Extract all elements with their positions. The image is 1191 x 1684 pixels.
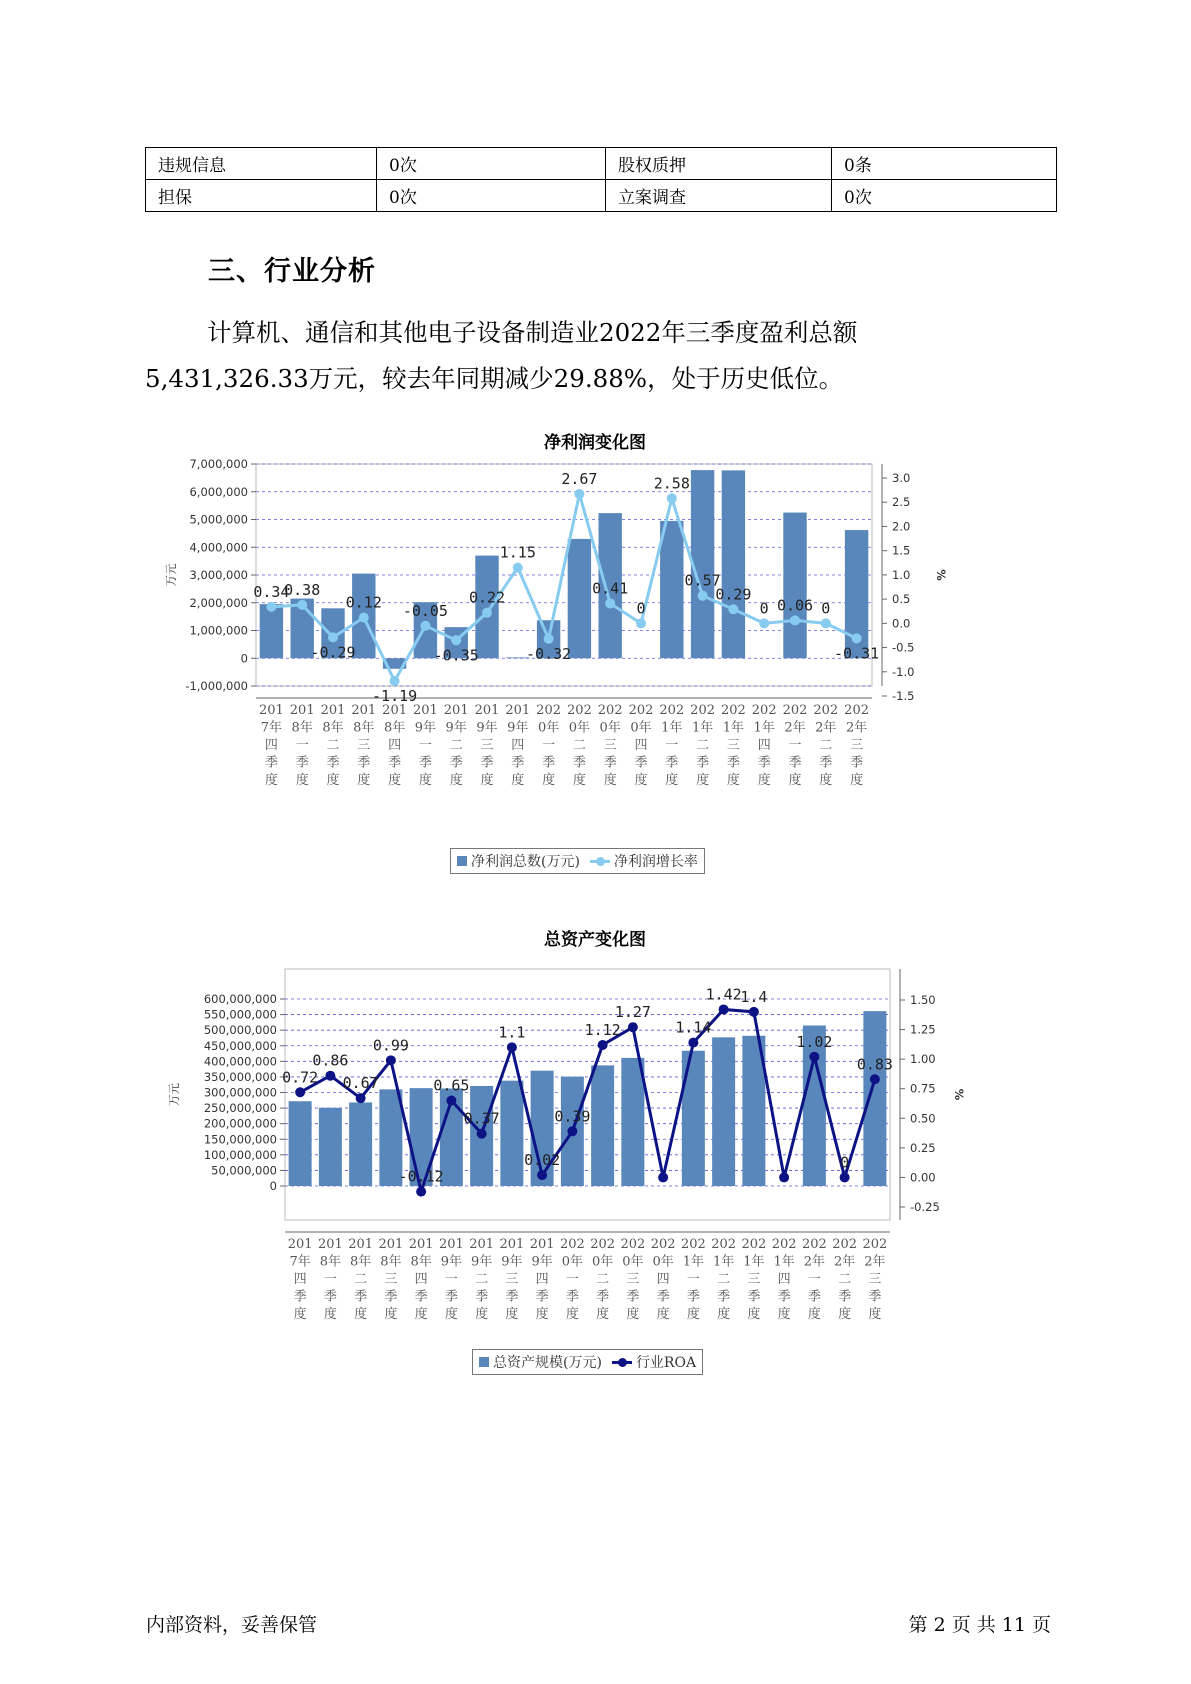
legend-bar-swatch [457,856,467,866]
table-cell: 违规信息 [146,148,377,180]
data-label: 2.67 [561,469,598,488]
x-tick-label: 201 9年二季度 [443,703,469,788]
x-tick-label: 202 1年二季度 [690,703,716,788]
y2-tick-label: 0.00 [910,1170,936,1185]
data-point [688,1038,698,1048]
x-tick-label: 202 0年三季度 [620,1237,646,1322]
data-label: 0.57 [684,571,721,590]
bar [783,513,806,659]
x-tick-label: 201 7年四季度 [287,1237,313,1322]
legend-line-swatch [590,860,610,863]
data-label: 0.41 [592,579,629,598]
data-label: -0.12 [398,1167,444,1186]
legend-label: 行业ROA [635,1355,697,1371]
y2-tick-label: 0.75 [910,1081,936,1096]
x-tick-label: 201 9年一季度 [412,703,438,788]
data-point [446,1096,456,1106]
y-tick-label: 100,000,000 [203,1147,277,1162]
bar [349,1102,372,1186]
data-label: 0 [840,1153,850,1172]
data-point [840,1172,850,1182]
bar [500,1081,523,1186]
x-tick-label: 202 1年四季度 [751,703,777,788]
data-point [451,635,461,645]
table-cell: 0次 [377,180,606,212]
chart-legend [472,1349,703,1375]
y2-tick-label: 1.5 [892,543,911,558]
x-tick-label: 201 9年四季度 [505,703,531,788]
x-tick-label: 201 8年三季度 [378,1237,404,1322]
data-point [325,1071,335,1081]
y2-tick-label: 0.25 [910,1140,936,1155]
y-tick-label: 150,000,000 [203,1132,277,1147]
y2-tick-label: -0.25 [910,1200,940,1214]
data-point [386,1055,396,1065]
data-point [605,598,615,608]
data-point [870,1074,880,1084]
chart-title: 总资产变化图 [544,930,646,950]
data-label: 1.12 [584,1020,621,1039]
data-label: 0.12 [345,593,382,612]
data-point [328,632,338,642]
bar [712,1037,735,1186]
x-tick-label: 202 1年三季度 [720,703,746,788]
y-tick-label: 7,000,000 [189,458,248,471]
data-point [636,618,646,628]
y-tick-label: -1,000,000 [185,679,248,693]
chart-title: 净利润变化图 [544,433,646,453]
y2-tick-label: -1.5 [892,689,915,703]
table-cell: 立案调查 [606,180,832,212]
y-tick-label: 200,000,000 [203,1116,277,1131]
y-tick-label: 0 [269,1179,277,1193]
page-number: 第 2 页 共 11 页 [908,1614,1051,1636]
data-point [513,563,523,573]
data-point [420,621,430,631]
data-label: 1.15 [499,543,536,562]
data-label: 0.38 [284,580,321,599]
x-tick-label: 202 2年二季度 [813,703,839,788]
y-tick-label: 2,000,000 [189,595,248,610]
data-point [544,634,554,644]
legend-label: 净利润总数(万元) [471,854,580,870]
y-tick-label: 350,000,000 [203,1069,277,1084]
data-label: 0 [636,599,646,618]
bar [260,604,283,658]
bar [591,1065,614,1186]
y2-tick-label: 1.00 [910,1052,936,1067]
data-point [779,1172,789,1182]
x-tick-label: 201 9年四季度 [529,1237,555,1322]
y2-tick-label: -1.0 [892,664,915,679]
net-profit-chart [150,428,1040,878]
data-point [359,613,369,623]
y-tick-label: 6,000,000 [189,484,248,499]
data-point [390,676,400,686]
x-tick-label: 202 2年二季度 [832,1237,858,1322]
data-point [297,600,307,610]
y2-tick-label: 1.0 [892,567,911,582]
x-tick-label: 202 0年一季度 [559,1237,585,1322]
data-point [266,602,276,612]
data-label: 0.67 [342,1074,379,1093]
y2-tick-label: 0.0 [892,616,911,631]
data-point [628,1022,638,1032]
y-tick-label: 300,000,000 [203,1085,277,1100]
x-tick-label: 201 8年二季度 [320,703,346,788]
data-label: 0.29 [715,585,752,604]
info-table [145,147,1057,212]
x-tick-label: 201 8年三季度 [351,703,377,788]
data-label: 0.83 [856,1055,893,1074]
bar [621,1058,644,1186]
data-label: 2.58 [653,474,690,493]
y-tick-label: 50,000,000 [211,1163,277,1178]
x-tick-label: 201 8年四季度 [382,703,408,788]
y2-tick-label: 0.50 [910,1111,936,1126]
x-tick-label: 201 9年一季度 [438,1237,464,1322]
analysis-paragraph [145,310,1057,402]
data-point [658,1172,668,1182]
data-point [749,1007,759,1017]
data-point [698,591,708,601]
data-label: 0 [759,599,769,618]
y2-axis-label: % [952,1088,966,1101]
y-tick-label: 450,000,000 [203,1038,277,1053]
data-point [507,1042,517,1052]
y-tick-label: 3,000,000 [189,568,248,582]
y2-tick-label: 2.5 [892,495,911,510]
data-point [667,493,677,503]
x-tick-label: 202 2年三季度 [862,1237,888,1322]
table-cell: 担保 [146,180,377,212]
plot-frame [285,969,890,1220]
chart-plot [150,955,1040,1375]
chart-plot [150,458,1040,878]
x-tick-label: 201 9年三季度 [474,703,500,788]
paragraph-line: 5,431,326.33万元，较去年同期减少29.88%，处于历史低位。 [145,364,844,393]
data-label: 1.14 [675,1018,712,1037]
x-tick-label: 202 0年二季度 [566,703,592,788]
data-label: 0.72 [282,1068,319,1087]
y-tick-label: 400,000,000 [203,1054,277,1069]
data-point [852,633,862,643]
paragraph-line: 计算机、通信和其他电子设备制造业2022年三季度盈利总额 [207,318,858,347]
x-tick-label: 202 0年一季度 [536,703,562,788]
legend-line-swatch [612,1361,632,1364]
data-point [790,615,800,625]
y2-tick-label: 3.0 [892,471,911,485]
y-axis-label: 万元 [167,1083,181,1106]
y-tick-label: 550,000,000 [203,1007,277,1022]
x-tick-label: 202 2年一季度 [801,1237,827,1322]
data-point [821,618,831,628]
y-tick-label: 500,000,000 [203,1023,277,1038]
x-tick-label: 201 9年二季度 [469,1237,495,1322]
data-label: -0.35 [433,646,479,665]
data-point [759,618,769,628]
data-point [719,1004,729,1014]
data-label: 1.42 [705,985,742,1004]
bar [691,470,714,658]
y2-tick-label: 1.25 [910,1022,936,1037]
data-label: 1.27 [614,1003,651,1022]
bar [568,539,591,658]
y-tick-label: 250,000,000 [203,1101,277,1116]
bar [289,1101,312,1186]
x-tick-label: 201 7年四季度 [258,703,284,788]
data-point [809,1052,819,1062]
data-point [574,489,584,499]
data-label: -0.29 [310,643,356,662]
x-tick-label: 201 9年三季度 [499,1237,525,1322]
y-tick-label: 0 [240,651,248,666]
bar [475,556,498,659]
data-point [295,1087,305,1097]
x-tick-label: 202 1年四季度 [771,1237,797,1322]
table-cell: 股权质押 [606,148,832,180]
y2-tick-label: 0.5 [892,592,911,607]
y-tick-label: 1,000,000 [189,623,248,638]
data-label: -0.31 [834,644,880,663]
y2-tick-label: -0.5 [892,640,915,655]
data-label: -1.19 [372,686,418,705]
bar [863,1011,886,1186]
x-tick-label: 202 0年三季度 [597,703,623,788]
footer-note: 内部资料，妥善保管 [146,1614,318,1636]
data-label: 0.86 [312,1051,349,1070]
x-tick-label: 201 8年一季度 [317,1237,343,1322]
data-label: 0.65 [433,1076,470,1095]
data-point [416,1187,426,1197]
table-row [146,148,1057,180]
data-label: 0.06 [776,596,814,615]
data-point [482,608,492,618]
y-tick-label: 5,000,000 [189,512,248,527]
x-tick-label: 202 0年四季度 [650,1237,676,1322]
bar [722,470,745,658]
data-point [537,1170,547,1180]
data-point [598,1040,608,1050]
data-label: 0.37 [463,1109,500,1128]
x-tick-label: 201 8年二季度 [348,1237,374,1322]
x-tick-label: 201 8年一季度 [289,703,315,788]
table-cell: 0次 [832,180,1057,212]
y-tick-label: 600,000,000 [203,992,277,1006]
x-tick-label: 202 1年一季度 [659,703,685,788]
legend-label: 总资产规模(万元) [493,1355,602,1371]
data-point [356,1093,366,1103]
data-point [567,1126,577,1136]
table-cell: 0条 [832,148,1057,180]
data-label: -0.05 [402,601,448,620]
x-tick-label: 201 8年四季度 [408,1237,434,1322]
data-label: 0.34 [253,582,290,601]
y2-axis-label: % [934,569,948,581]
bar [319,1108,342,1186]
data-point [477,1129,487,1139]
x-tick-label: 202 1年一季度 [680,1237,706,1322]
x-tick-label: 202 1年三季度 [741,1237,767,1322]
x-tick-label: 202 2年一季度 [782,703,808,788]
data-label: 1.1 [498,1023,526,1042]
data-point [728,604,738,614]
legend-bar-swatch [479,1357,489,1367]
data-label: 0.99 [372,1036,409,1055]
section-title: 三、行业分析 [208,256,376,287]
total-assets-chart [150,925,1040,1385]
chart-legend [450,848,705,874]
bar [682,1051,705,1186]
data-label: -0.32 [526,644,572,663]
y2-tick-label: 2.0 [892,519,911,534]
table-cell: 0次 [377,148,606,180]
y-tick-label: 4,000,000 [189,540,248,555]
data-label: 0 [821,599,831,618]
data-label: 0.39 [554,1107,591,1126]
x-tick-label: 202 2年三季度 [844,703,870,788]
data-label: 1.4 [740,987,768,1006]
bar [660,521,683,658]
legend-label: 净利润增长率 [613,854,698,870]
data-label: 0.02 [524,1151,561,1170]
y-axis-label: 万元 [164,563,178,587]
data-label: 1.02 [796,1032,833,1051]
table-row [146,180,1057,212]
data-label: 0.22 [468,588,506,607]
y2-tick-label: 1.50 [910,993,936,1007]
x-tick-label: 202 0年四季度 [628,703,654,788]
x-tick-label: 202 0年二季度 [590,1237,616,1322]
x-tick-label: 202 1年二季度 [711,1237,737,1322]
